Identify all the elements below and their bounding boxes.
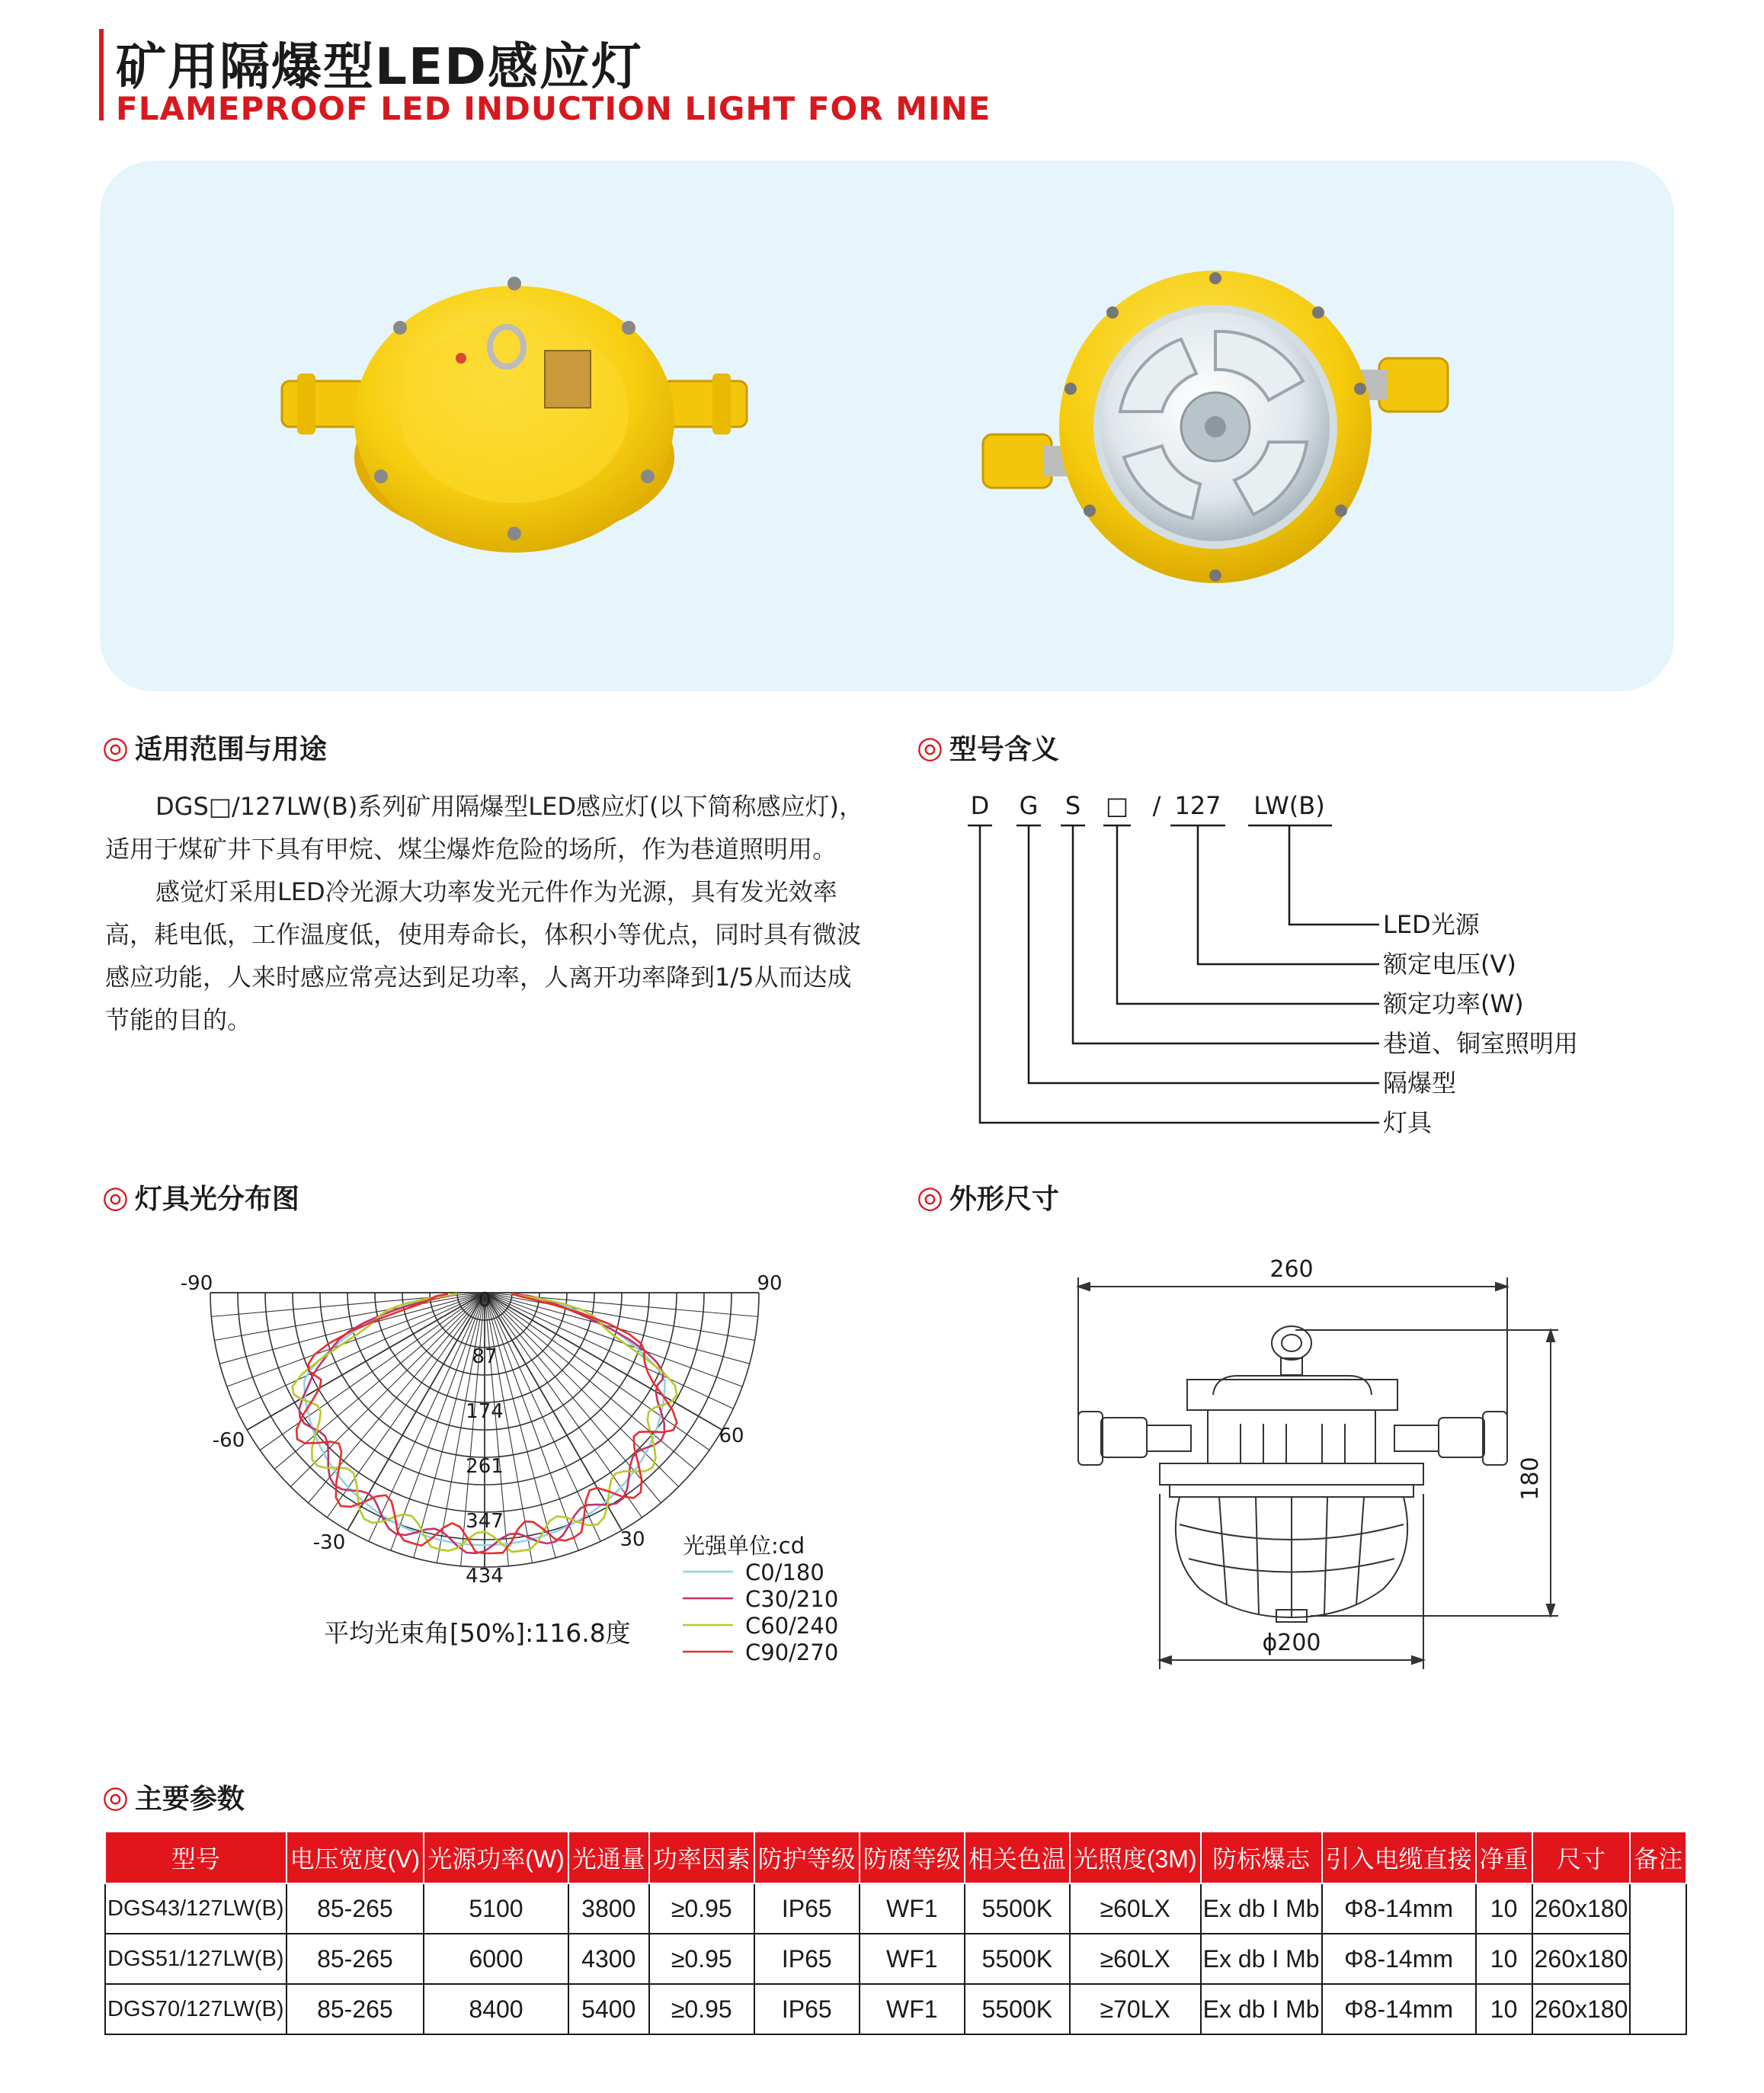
angle-label-neg90: -90 [180, 1272, 213, 1295]
radial-label-174: 174 [466, 1400, 504, 1423]
legend-label-c30: C30/210 [745, 1586, 839, 1612]
polar-grid-spoke [485, 1293, 758, 1316]
polar-grid-spoke [437, 1293, 485, 1563]
dimension-width-label: 260 [1269, 1256, 1314, 1283]
dimension-height-label: 180 [1517, 1457, 1544, 1501]
col-model: 型号 [105, 1832, 287, 1883]
polar-grid-spoke [214, 1293, 485, 1341]
page-title: 矿用隔爆型LED感应灯 [116, 37, 643, 96]
col-voltage: 电压宽度(V) [287, 1832, 424, 1883]
remark-cell [1630, 1883, 1686, 2034]
model-part-g: G [1019, 791, 1039, 820]
col-color-temp: 相关色温 [965, 1832, 1070, 1883]
polar-grid-spoke [485, 1293, 742, 1386]
angle-label-neg30: -30 [312, 1531, 346, 1554]
bullseye-icon: ◎ [917, 1179, 943, 1215]
radial-label-347: 347 [466, 1510, 504, 1533]
col-ex-mark: 防标爆志 [1201, 1832, 1322, 1883]
angle-label-60: 60 [719, 1425, 744, 1447]
angle-label-neg60: -60 [212, 1429, 245, 1452]
polar-unit-label: 光强单位:cd [683, 1533, 805, 1559]
polar-grid-spoke [485, 1293, 722, 1430]
col-power-factor: 功率因素 [649, 1832, 754, 1883]
polar-grid-arc [265, 1293, 704, 1512]
meaning-flameproof: 隔爆型 [1383, 1069, 1457, 1098]
polar-grid-spoke [290, 1293, 485, 1487]
radial-label-261: 261 [466, 1455, 504, 1478]
lamp-bottom-view-illustration [968, 267, 1463, 595]
polar-grid-spoke [485, 1293, 533, 1563]
bullseye-icon: ◎ [102, 1779, 129, 1815]
page-subtitle: FLAMEPROOF LED INDUCTION LIGHT FOR MINE [116, 90, 991, 127]
section-usage-heading: ◎ 适用范围与用途 [102, 729, 327, 765]
col-flux: 光通量 [568, 1832, 649, 1883]
polar-grid-spoke [309, 1293, 485, 1503]
meaning-rated-power: 额定功率(W) [1383, 989, 1524, 1018]
polar-grid-spoke [236, 1293, 485, 1409]
col-protection: 防护等级 [754, 1832, 860, 1883]
polar-grid-spoke [485, 1293, 600, 1541]
model-part-lw: LW(B) [1253, 791, 1325, 820]
polar-grid-spoke [328, 1293, 485, 1518]
polar-grid-spoke [347, 1293, 485, 1530]
col-power: 光源功率(W) [424, 1832, 568, 1883]
legend-label-c0: C0/180 [745, 1559, 824, 1585]
polar-grid-arc [293, 1293, 677, 1485]
meaning-luminaire: 灯具 [1383, 1108, 1433, 1137]
polar-grid-spoke [485, 1293, 695, 1469]
dimension-base-label: ϕ200 [1262, 1630, 1321, 1656]
polar-grid-arc [320, 1293, 649, 1457]
polar-grid-spoke [247, 1293, 485, 1430]
col-illuminance: 光照度(3M) [1070, 1832, 1201, 1883]
polar-grid-spoke [461, 1293, 485, 1566]
section-dimensions-heading: ◎ 外形尺寸 [917, 1179, 1059, 1215]
polar-grid-spoke [485, 1293, 555, 1558]
table-header-row [105, 1832, 1686, 1883]
polar-grid-arc [430, 1293, 539, 1348]
polar-grid-spoke [485, 1293, 661, 1503]
polar-grid-arc [210, 1293, 759, 1567]
polar-curve-3 [296, 1293, 677, 1553]
model-part-s: S [1064, 791, 1081, 820]
polar-grid-spoke [485, 1293, 508, 1566]
polar-grid-spoke [485, 1293, 709, 1450]
bullseye-icon: ◎ [102, 1179, 129, 1215]
polar-curve-0 [304, 1293, 664, 1545]
polar-grid-spoke [485, 1293, 755, 1341]
polar-curve-1 [299, 1293, 664, 1553]
model-part-d: D [970, 791, 990, 820]
polar-grid-spoke [211, 1293, 485, 1316]
polar-grid-spoke [227, 1293, 485, 1386]
usage-paragraph-2: 感觉灯采用LED冷光源大功率发光元件作为光源，具有发光效率高，耗电低，工作温度低，使用寿命长，体积小等优点，同时具有微波感应功能，人来时感应常亮达到足功率，人离开功率降到1/5从而达成节能的目的。 [105, 877, 862, 1034]
radial-label-0: 0 [478, 1289, 491, 1312]
parameters-table [104, 1831, 1687, 2035]
table-row: DGS70/127LW(B) 85-265 8400 5400 ≥0.95 IP65 WF1 5500K ≥70LX Ex db I Mb Φ8-14mm 10 260x180 [105, 1984, 1686, 2034]
polar-grid-spoke [485, 1293, 750, 1364]
polar-grid-spoke [485, 1293, 578, 1550]
polar-grid-spoke [485, 1293, 622, 1530]
usage-description [105, 785, 867, 1041]
bullseye-icon: ◎ [917, 729, 943, 765]
meaning-rated-voltage: 额定电压(V) [1383, 950, 1516, 979]
section-light-distribution-heading: ◎ 灯具光分布图 [102, 1179, 299, 1215]
model-part-slash: / [1152, 791, 1161, 820]
polar-grid-spoke [414, 1293, 485, 1558]
lamp-top-view-illustration [267, 267, 762, 572]
polar-grid-arc [238, 1293, 732, 1540]
col-weight: 净重 [1476, 1832, 1532, 1883]
meaning-led-source: LED光源 [1383, 910, 1480, 939]
col-anticorrosion: 防腐等级 [860, 1832, 965, 1883]
usage-paragraph-1: DGS□/127LW(B)系列矿用隔爆型LED感应灯(以下简称感应灯)，适用于煤矿井下具有甲烷、煤尘爆炸危险的场所，作为巷道照明用。 [105, 792, 863, 864]
model-part-power: □ [1105, 791, 1129, 820]
polar-grid-arc [375, 1293, 594, 1402]
radial-label-434: 434 [466, 1565, 504, 1588]
polar-curve-2 [293, 1293, 677, 1552]
polar-grid-arc [347, 1293, 622, 1430]
polar-grid-spoke [369, 1293, 485, 1541]
polar-grid-spoke [274, 1293, 485, 1469]
meaning-roadway-lighting: 巷道、铜室照明用 [1383, 1029, 1579, 1058]
col-remark: 备注 [1630, 1832, 1686, 1883]
title-accent-bar [99, 29, 104, 120]
table-row: DGS51/127LW(B) 85-265 6000 4300 ≥0.95 IP65 WF1 5500K ≥60LX Ex db I Mb Φ8-14mm 10 260x180 [105, 1934, 1686, 1984]
legend-label-c60: C60/240 [745, 1613, 839, 1639]
polar-grid-arc [457, 1293, 512, 1320]
polar-grid-arc [402, 1293, 567, 1375]
col-size: 尺寸 [1532, 1832, 1631, 1883]
angle-label-30: 30 [619, 1528, 645, 1551]
polar-grid-spoke [485, 1293, 642, 1518]
polar-grid-spoke [260, 1293, 485, 1450]
polar-grid-spoke [391, 1293, 485, 1550]
radial-label-87: 87 [472, 1345, 498, 1368]
section-model-heading: ◎ 型号含义 [917, 729, 1059, 765]
section-parameters-heading: ◎ 主要参数 [102, 1779, 245, 1815]
legend-label-c90: C90/270 [745, 1639, 839, 1665]
polar-grid-spoke [219, 1293, 485, 1364]
bullseye-icon: ◎ [102, 729, 129, 765]
beam-angle-label: 平均光束角[50%]:116.8度 [324, 1618, 631, 1648]
polar-grid-spoke [485, 1293, 733, 1409]
col-cable: 引入电缆直接 [1322, 1832, 1476, 1883]
polar-grid-spoke [485, 1293, 679, 1487]
angle-label-90: 90 [757, 1272, 783, 1295]
model-part-voltage: 127 [1174, 791, 1221, 820]
table-row: DGS43/127LW(B) 85-265 5100 3800 ≥0.95 IP65 WF1 5500K ≥60LX Ex db I Mb Φ8-14mm 10 260x180 [105, 1883, 1686, 1934]
